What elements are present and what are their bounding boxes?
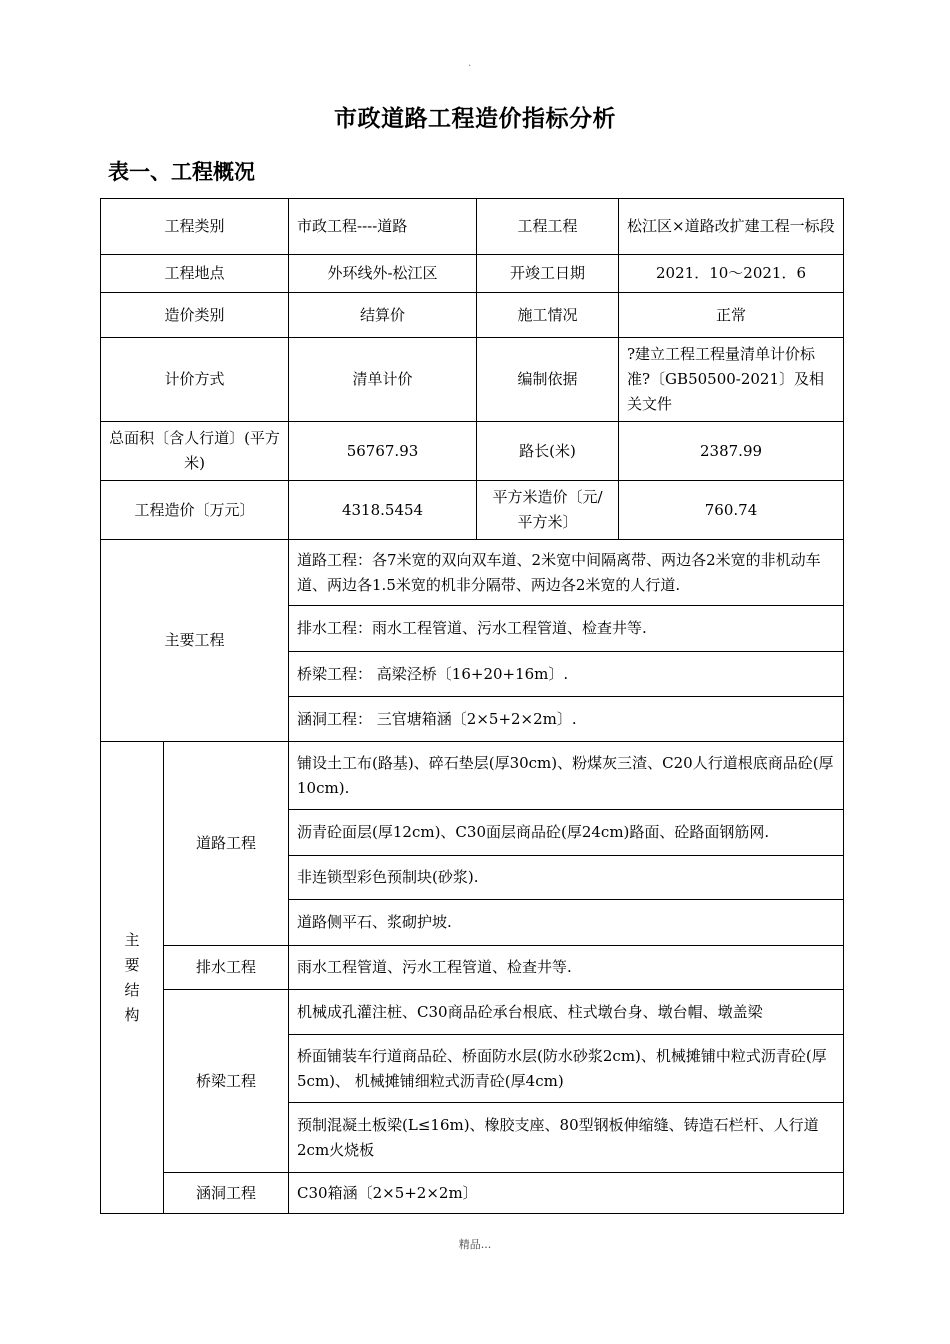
main-works-road: 道路工程：各7米宽的双向双车道、2米宽中间隔离带、两边各2米宽的非机动车道、两边各1.5米宽的机非分隔带、两边各2米宽的人行道. [289, 540, 844, 606]
label-construction-status: 施工情况 [477, 293, 619, 338]
main-works-drain: 排水工程：雨水工程管道、污水工程管道、检查井等. [289, 606, 844, 652]
label-structure-bridge: 桥梁工程 [164, 990, 289, 1173]
structure-road-item: 沥青砼面层(厚12cm)、C30面层商品砼(厚24cm)路面、砼路面钢筋网. [289, 810, 844, 856]
structure-culvert-item: C30箱涵〔2×5+2×2m〕 [289, 1173, 844, 1214]
structure-bridge-item: 预制混凝土板梁(L≤16m)、橡胶支座、80型钢板伸缩缝、铸造石栏杆、人行道2cm火烧板 [289, 1103, 844, 1173]
structure-bridge-item: 桥面铺装车行道商品砼、桥面防水层(防水砂浆2cm)、机械摊铺中粒式沥青砼(厚5cm)、 机械摊铺细粒式沥青砼(厚4cm) [289, 1035, 844, 1103]
header-mark: . [468, 58, 472, 69]
table-row [101, 742, 844, 810]
main-works-culvert: 涵洞工程： 三官塘箱涵〔2×5+2×2m〕. [289, 697, 844, 742]
table-row [101, 338, 844, 422]
value-construction-status: 正常 [619, 293, 844, 338]
section-title: 表一、工程概况 [108, 160, 255, 184]
label-structure-road: 道路工程 [164, 742, 289, 946]
value-project-cost: 4318.5454 [289, 481, 477, 540]
label-location: 工程地点 [101, 255, 289, 293]
label-project-type: 工程类别 [101, 199, 289, 255]
label-main-structure [101, 742, 164, 1214]
label-main-structure-text: 主要结构 [124, 930, 140, 1024]
value-road-length: 2387.99 [619, 422, 844, 481]
label-cost-type: 造价类别 [101, 293, 289, 338]
value-total-area: 56767.93 [289, 422, 477, 481]
table-row [101, 293, 844, 338]
structure-bridge-item: 机械成孔灌注桩、C30商品砼承台根底、柱式墩台身、墩台帽、墩盖梁 [289, 990, 844, 1035]
structure-drain-item: 雨水工程管道、污水工程管道、检查井等. [289, 946, 844, 990]
label-unit-cost: 平方米造价〔元/平方米〕 [477, 481, 619, 540]
table-row [101, 1173, 844, 1214]
label-total-area: 总面积〔含人行道〕(平方米) [101, 422, 289, 481]
main-works-bridge: 桥梁工程： 高梁泾桥〔16+20+16m〕. [289, 652, 844, 697]
value-pricing-method: 清单计价 [289, 338, 477, 422]
value-basis: ?建立工程工程量清单计价标准?〔GB50500-2021〕及相关文件 [619, 338, 844, 422]
table-row [101, 422, 844, 481]
label-basis: 编制依据 [477, 338, 619, 422]
label-project-cost: 工程造价〔万元〕 [101, 481, 289, 540]
value-project-type: 市政工程----道路 [289, 199, 477, 255]
table-row [101, 255, 844, 293]
structure-road-item: 非连锁型彩色预制块(砂浆). [289, 856, 844, 900]
label-project-name: 工程工程 [477, 199, 619, 255]
value-project-name: 松江区×道路改扩建工程一标段 [619, 199, 844, 255]
value-location: 外环线外-松江区 [289, 255, 477, 293]
label-road-length: 路长(米) [477, 422, 619, 481]
label-dates: 开竣工日期 [477, 255, 619, 293]
page-title: 市政道路工程造价指标分析 [334, 106, 616, 132]
value-dates: 2021．10～2021．6 [619, 255, 844, 293]
table-row [101, 540, 844, 606]
label-structure-drain: 排水工程 [164, 946, 289, 990]
value-cost-type: 结算价 [289, 293, 477, 338]
label-structure-culvert: 涵洞工程 [164, 1173, 289, 1214]
page-footer: 精品... [458, 1238, 492, 1251]
table-row [101, 946, 844, 990]
label-main-works: 主要工程 [101, 540, 289, 742]
value-unit-cost: 760.74 [619, 481, 844, 540]
structure-road-item: 道路侧平石、浆砌护坡. [289, 900, 844, 946]
label-pricing-method: 计价方式 [101, 338, 289, 422]
table-row [101, 481, 844, 540]
structure-road-item: 铺设土工布(路基)、碎石垫层(厚30cm)、粉煤灰三渣、C20人行道根底商品砼(厚10cm). [289, 742, 844, 810]
project-overview-table [100, 198, 844, 1214]
table-row [101, 990, 844, 1035]
table-row [101, 199, 844, 255]
